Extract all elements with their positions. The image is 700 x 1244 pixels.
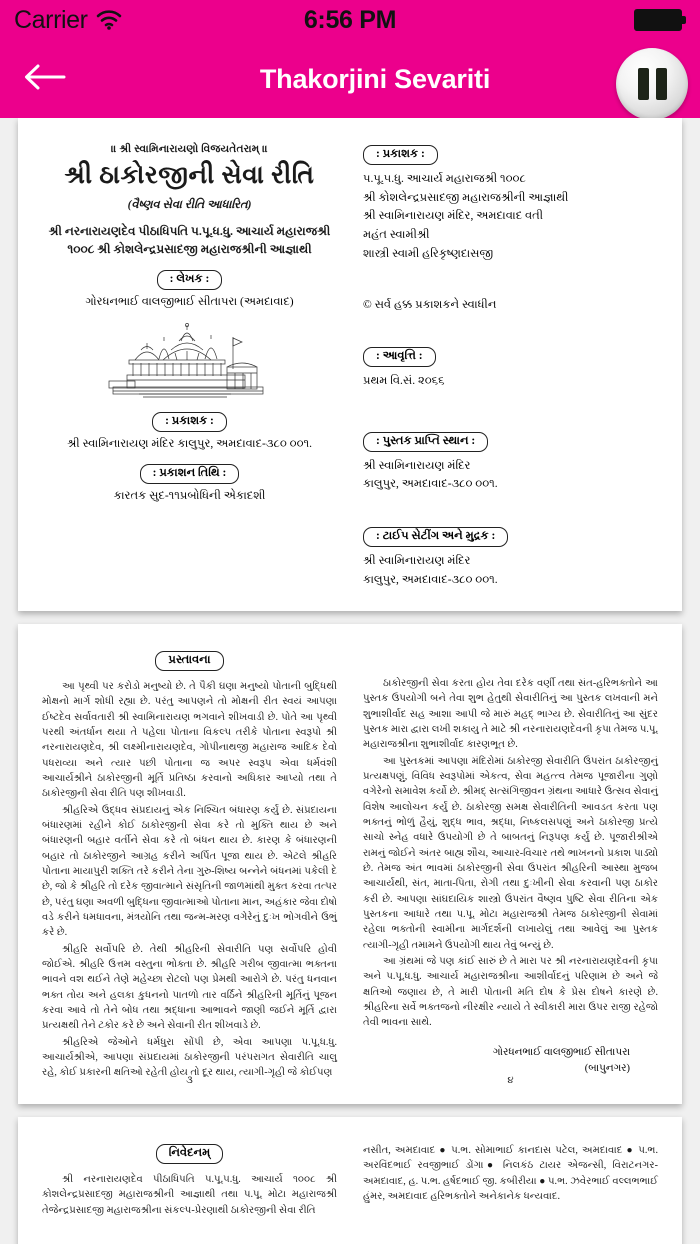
temple-illustration: [105, 323, 275, 401]
preface-heading: પ્રસ્તાવના: [155, 651, 223, 671]
author-signature: [363, 1045, 658, 1078]
publisher-label: : પ્રકાશક :: [152, 412, 227, 432]
publisher-block: [363, 144, 658, 263]
status-bar: [0, 0, 700, 40]
edition-label: : આવૃત્તિ :: [363, 347, 436, 367]
publication-date-value: કારતક સુદ-૧૧પ્રબોધિની એકાદશી: [113, 490, 266, 503]
publisher-line-1: શ્રી કોશલેન્દ્રપ્રસાદજી મહારાજશ્રીની આજ્ઞાથી: [363, 191, 569, 204]
status-bar-left: [14, 6, 304, 35]
author-label: : લેખક :: [157, 270, 223, 290]
page2-left-column: [42, 650, 337, 1090]
authority-statement: શ્રી નરનારાયણદેવ પીઠાધિપતિ પ.પૂ.ધ.ધુ. આચાર્ય મહારાજશ્રી ૧૦૦૮ શ્રી કોશલેન્દ્રપ્રસાદજી મહારાજશ્રીની આજ્ઞાથી: [48, 223, 331, 257]
publication-date-label: : પ્રકાશન તિથિ :: [140, 464, 240, 484]
preface-body-continued: [363, 676, 658, 1031]
availability-line-0: શ્રી સ્વામિનારાયણ મંદિર: [363, 459, 471, 472]
page3-right-column: [363, 1143, 658, 1244]
navigation-bar: [0, 40, 700, 118]
publisher-line-0: પ.પૂ.૫.ધુ. આચાર્ય મહારાજશ્રી ૧૦૦૮: [363, 173, 526, 185]
acknowledgements-body: [363, 1143, 658, 1204]
preface-heading-row: [42, 650, 337, 671]
typesetting-block: [363, 526, 658, 589]
preface-cont-paragraph-0: ઠાકોરજીની સેવા કરતા હોય તેવા દરેક વર્ણી તથા સંત-હરિભક્તોને આ પુસ્તક ઉપયોગી બને તેવા શુભ હેતુથી સેવારીતિનું આ પુસ્તક લખવાની મને શુભાશીર્વાદ સહ આશા આપી જે મારું મહદ્ ભાગ્ય છે. સેવારીતિનું આ સુંદર પુસ્તક મારા દ્વારા લખી શકાયુ તે માટે શ્રી નરનારાયણદેવની કૃપા તેમજ પ.પૂ. મહારાજશ્રીના શુભાશીર્વાદ કારણભૂત છે.: [363, 678, 658, 751]
typesetting-line-1: કાલુપુર, અમદાવાદ-૩૮૦ ૦૦૧.: [363, 573, 498, 586]
acknowledgements-paragraph-0: નસીત, અમદાવાદ ● પ.ભ. સોમાભાઈ કાનદાસ પટેલ, અમદાવાદ ● પ.ભ. અરવિંદભાઈ રવજીભાઈ ડોંગા● નિલકંઠ ટાયર એજન્સી, વિરાટનગર-અમદાવાદ, હ. પ.ભ. હર્ષદભાઈ જી. કબીરીયા ● પ.ભ. ઝવેરભાઈ વલ્લભભાઈ હુંમર, અમદાવાદ હરિભક્તોને અનેકાનેક ધન્યવાદ.: [363, 1145, 658, 1202]
author-name: ગોરધનભાઈ વાલજીભાઈ સીતાપરા (અમદાવાદ): [85, 295, 294, 308]
page1-left-column: [42, 144, 337, 597]
preface-paragraph-2: શ્રીહરિ સર્વોપરિ છે. તેથી શ્રીહરિની સેવારીતિ પણ સર્વોપરિ હોવી જોઈએ. શ્રીહરિ ઉત્તમ વસ્તુના ભોક્તા છે. શ્રીહરિ ગરીબ જીવાત્મા ભક્તના ભાવને વશ થઈને તેણે મહેચ્છા રોટલો પણ પ્રેમથી આરોગે છે. પરંતુ ધનવાન ભક્ત તોય અને હલકા કુધનનો પાતળો તાર વર્ઠિને શ્રીહરિની મૂર્તિનું પૂજન કરવા આવે તો તેને બોધ તથા શ્રદ્ધાના આભાવને જાણી જઈને મૂર્તિ દ્વારા પ્રત્યક્ષથી તેને ટકોર કરે છે અને સેવાની રીત શીખવાડે છે.: [42, 943, 337, 1032]
nivedanam-paragraph-0: શ્રી નરનારાયણદેવ પીઠાધિપતિ પ.પૂ.૫.ધુ. આચાર્ય ૧૦૦૮ શ્રી કોશલેન્દ્રપ્રસાદજી મહારાજશ્રીની આજ્ઞાથી તથા પ.પૂ. મોટા મહારાજશ્રી તેજેન્દ્રપ્રસાદજી મહારાજશ્રીના સંકલ્પ-પ્રેરણાથી ઠાકોરજીની સેવા રીતિ: [42, 1174, 337, 1216]
edition-value: પ્રથમ વિ.સં. ૨૦૬૬: [363, 375, 445, 388]
publisher-line-4: શાસ્ત્રી સ્વામી હરિકૃષ્ણદાસજી: [363, 247, 494, 260]
document-page-2: [18, 624, 682, 1104]
preface-paragraph-1: શ્રીહરિએ ઉદ્ધવ સંપ્રદાયનું એક નિશ્ચિત બંધારણ કર્યું છે. સંપ્રદાયના બંધારણમાં રહીને કોઈ ઠાકોરજીની સેવા કરે તો મુક્તિ થાય છે અને બંધારણની બહાર વર્તીને સેવા કરે તો બંધન થાય છે. કારણ કે બંધારણની બહાર તો ઠાકોરજીને આગ્રહ કરીને અર્પિત પૂજા થાય છે. એટલે શ્રીહરિ પોતાના માયાપુરી શક્તિ તરે કરીને તેના ગુરુ-શિષ્ય બન્નેને બંધનમાં પકેલી દે છે, જો કે શ્રીહરિ તો દરેક જીવાત્માને સંસૃતિની જાળમાંથી મુક્ત કરવા તત્પર છે, પરંતુ ઘણા અવળી બુદ્ધિના જીવાત્માઓ પોતાના માન, અહંકાર જેવા દોષો વડે કરીને ધમધાવના, મંત્રયોનિ તથા જન્મ-મરણ વગેરેનું દુઃખ ભોગવીને ઉભું કરે છે.: [42, 804, 337, 939]
signature-line-1: (બાપુનગર): [584, 1063, 630, 1075]
status-bar-center: [304, 6, 396, 35]
page-title: Thakorjini Sevariti: [259, 63, 491, 94]
book-title: શ્રી ઠાકોરજીની સેવા રીતિ: [64, 162, 315, 189]
page3-left-column: [42, 1143, 337, 1244]
preface-paragraph-3: શ્રીહરિએ જેઓને ધર્મધુરા સોંપી છે, એવા આપણા પ.પૂ.ધ.ધુ. આચાર્યશ્રીએ, આપણા સંપ્રદાયમાં ઠાકોરજીની પરંપરાગત સેવારીતિ ચાલુ રહે, કોઈ પ્રકારની ક્ષતિઓ રહેતી હોય તો દૂર થાય, ત્યાગી-ગૃહી જે કોઈપણ: [42, 1036, 337, 1079]
pause-icon-bar-right: [656, 68, 667, 100]
preface-paragraph-0: આ પૃથ્વી પર કરોડો મનુષ્યો છે. તે પૈકી ઘણા મનુષ્યો પોતાની બુદ્ધિથી મોક્ષનો માર્ગ શોધી રહ્યા છે. પરંતુ આપણને તો મોક્ષની રીત સ્વયં આપણા ઈષ્ટદેવ સર્વાવતારી શ્રી સ્વામિનારાયણ ભગવાને શીખવાડી છે. પોતે આ પૃથ્વી પરથી અંતર્ધાન થયા તે પહેલા પોતાના વિકલ્પ તરીકે પોતાના સ્વરૂપો શ્રી નરનારાયણદેવ, શ્રી લક્ષ્મીનારાયણદેવ, ગોપીનાથજી મહારાજ આદિક દેવો પધરાવ્યા અને ત્યાર પછી પોતાના જ અપર સ્વરૂપ એવા ધર્મવંશી આચાર્યશ્રીને ઠાકોરજીની મૂર્તિ પ્રતિષ્ઠા કરવાનો અધિકાર આપ્યો તથા તે ઠાકોરજીની સેવા રીતિ પણ શીખવાડી.: [42, 681, 337, 800]
publisher-line-3: મહંત સ્વામીશ્રી: [363, 228, 430, 241]
clock-label: 6:56 PM: [303, 5, 397, 34]
availability-line-1: કાલુપુર, અમદાવાદ-૩૮૦ ૦૦૧.: [363, 478, 498, 491]
publication-date-label-row: [42, 463, 337, 484]
publisher-line-2: શ્રી સ્વામિનારાયણ મંદિર, અમદાવાદ વતી: [363, 210, 544, 223]
wifi-icon: [96, 10, 122, 30]
nivedanam-body: [42, 1172, 337, 1218]
preface-cont-paragraph-2: આ ગ્રંથમાં જે પણ કાંઈ સારું છે તે મારા પર શ્રી નરનારાયણદેવની કૃપા અને પ.પૂ.ધ.ધુ. આચાર્ય મહારાજશ્રીના આશીર્વાદનું પરિણામ છે અને જે ક્ષતિઓ જણાય છે, તે મારી પોતાની મતિ દોષ કે પ્રેસ દોષને કારણે છે. શ્રીહરિના સર્વે ભક્તજનો નીરક્ષીર ન્યાયે તે સ્વીકારી મારા ઉપર રાજી રહેજો તેવી ભાવના સાથે.: [363, 955, 658, 1029]
status-bar-right: [396, 9, 686, 31]
availability-block: [363, 431, 658, 494]
publisher-label-row: [42, 411, 337, 432]
page-number-right: ૪: [507, 1075, 514, 1086]
page2-right-column: [363, 650, 658, 1090]
typesetting-line-0: શ્રી સ્વામિનારાયણ મંદિર: [363, 555, 471, 567]
carrier-label: Carrier: [14, 5, 88, 34]
author-label-row: [42, 269, 337, 290]
availability-label: : પુસ્તક પ્રાપ્તિ સ્થાન :: [363, 432, 488, 452]
copyright-notice: © સર્વ હક્ક પ્રકાશકને સ્વાધીન: [363, 299, 497, 312]
document-page-1: [18, 118, 682, 611]
book-subtitle: (વૈષ્ણવ સેવા રીતિ આધારિત): [127, 198, 252, 211]
page1-right-column: [363, 144, 658, 597]
document-scroll-area[interactable]: [0, 118, 700, 1244]
publisher-name: શ્રી સ્વામિનારાયણ મંદિર કાલુપુર, અમદાવાદ-૩૮૦ ૦૦૧.: [66, 438, 313, 451]
publisher-label-right: : પ્રકાશક :: [363, 145, 438, 165]
battery-full-icon: [634, 9, 686, 31]
signature-line-0: ગોરધનભાઈ વાલજીભાઈ સીતાપરા: [492, 1046, 630, 1058]
pause-icon-bar-left: [638, 68, 649, 100]
preface-body: [42, 679, 337, 1081]
nivedanam-heading-row: [42, 1143, 337, 1164]
document-page-3: [18, 1117, 682, 1244]
typesetting-label: : ટાઈપ સેટીંગ અને મુદ્રક :: [363, 527, 508, 547]
invocation-line: ॥ શ્રી સ્વામિનારાયણો વિજયતેતરામ્ ॥: [110, 144, 268, 155]
edition-block: [363, 346, 658, 391]
play-pause-button[interactable]: [616, 48, 688, 120]
preface-cont-paragraph-1: આ પુસ્તકમાં આપણા મંદિરોમાં ઠાકોરજી સેવારીતિ ઉપરાંત ઠાકોરજીનું પ્રત્યક્ષપણું, વિવિધ સ્વરૂપોમાં એકત્વ, સેવા મહત્ત્વ તેમજ પૂજારીના ગુણો વગેરેનો સમાવેશ કર્યો છે. શ્રીમદ્ સત્સંગિજીવન ગ્રંથના આધારે ઉત્સવ સેવાનું વિશેષ આલોચન કર્યું છે. ઠાકોરજી સમક્ષ સેવારીતિની આવડત કરતા પણ ભક્તનું ભોળું હૈયું, શુદ્ધ ભાવ, શ્રદ્ધા, નિષ્કલસપણું અને ઠાકોરજી પ્રત્યે સાચો સ્નેહ વધારે ઉપયોગી છે તે બાબતનું નિરૂપણ કર્યું છે. પૂજારીશ્રીએ રામનું જોઈને અંતર બાહ્ય શૌચ, આચાર-વિચાર તથે ભાખનનો પ્રકાશ પાડ્યો છે. તેમજ અંત ભાવમાં ઠાકોરજીની સેવા ઉપરાંત શ્રીહરિની આસ્થા મુજબ આચાર્યથી, સંત, માતા-પિતા, રોગી તથા દુઃખીની સેવા કરવાની પણ ઠાકોર કરી છે. આપણા સાંઘદાયિક શાસ્ત્રો ઉપરાંત વૈષ્ણવ પુષ્ટિ સેવા રીતિના એક પુસ્તકના આધારે તથા પ.પૂ. મોટા મહારાજશ્રી તેમજ ઠાકોરજીની સેવામાં રહેલા ભક્તોની સ્વામીના માર્ગદર્શની લખાયેલું તથા આવેલું આ પુસ્તક ત્યાગી-ગૃહી તમામને ઉપયોગી થાય તેવું બન્યું છે.: [363, 755, 658, 951]
nivedanam-heading: નિવેદનમ્: [156, 1144, 223, 1164]
page-number-left: ૩: [186, 1075, 193, 1086]
